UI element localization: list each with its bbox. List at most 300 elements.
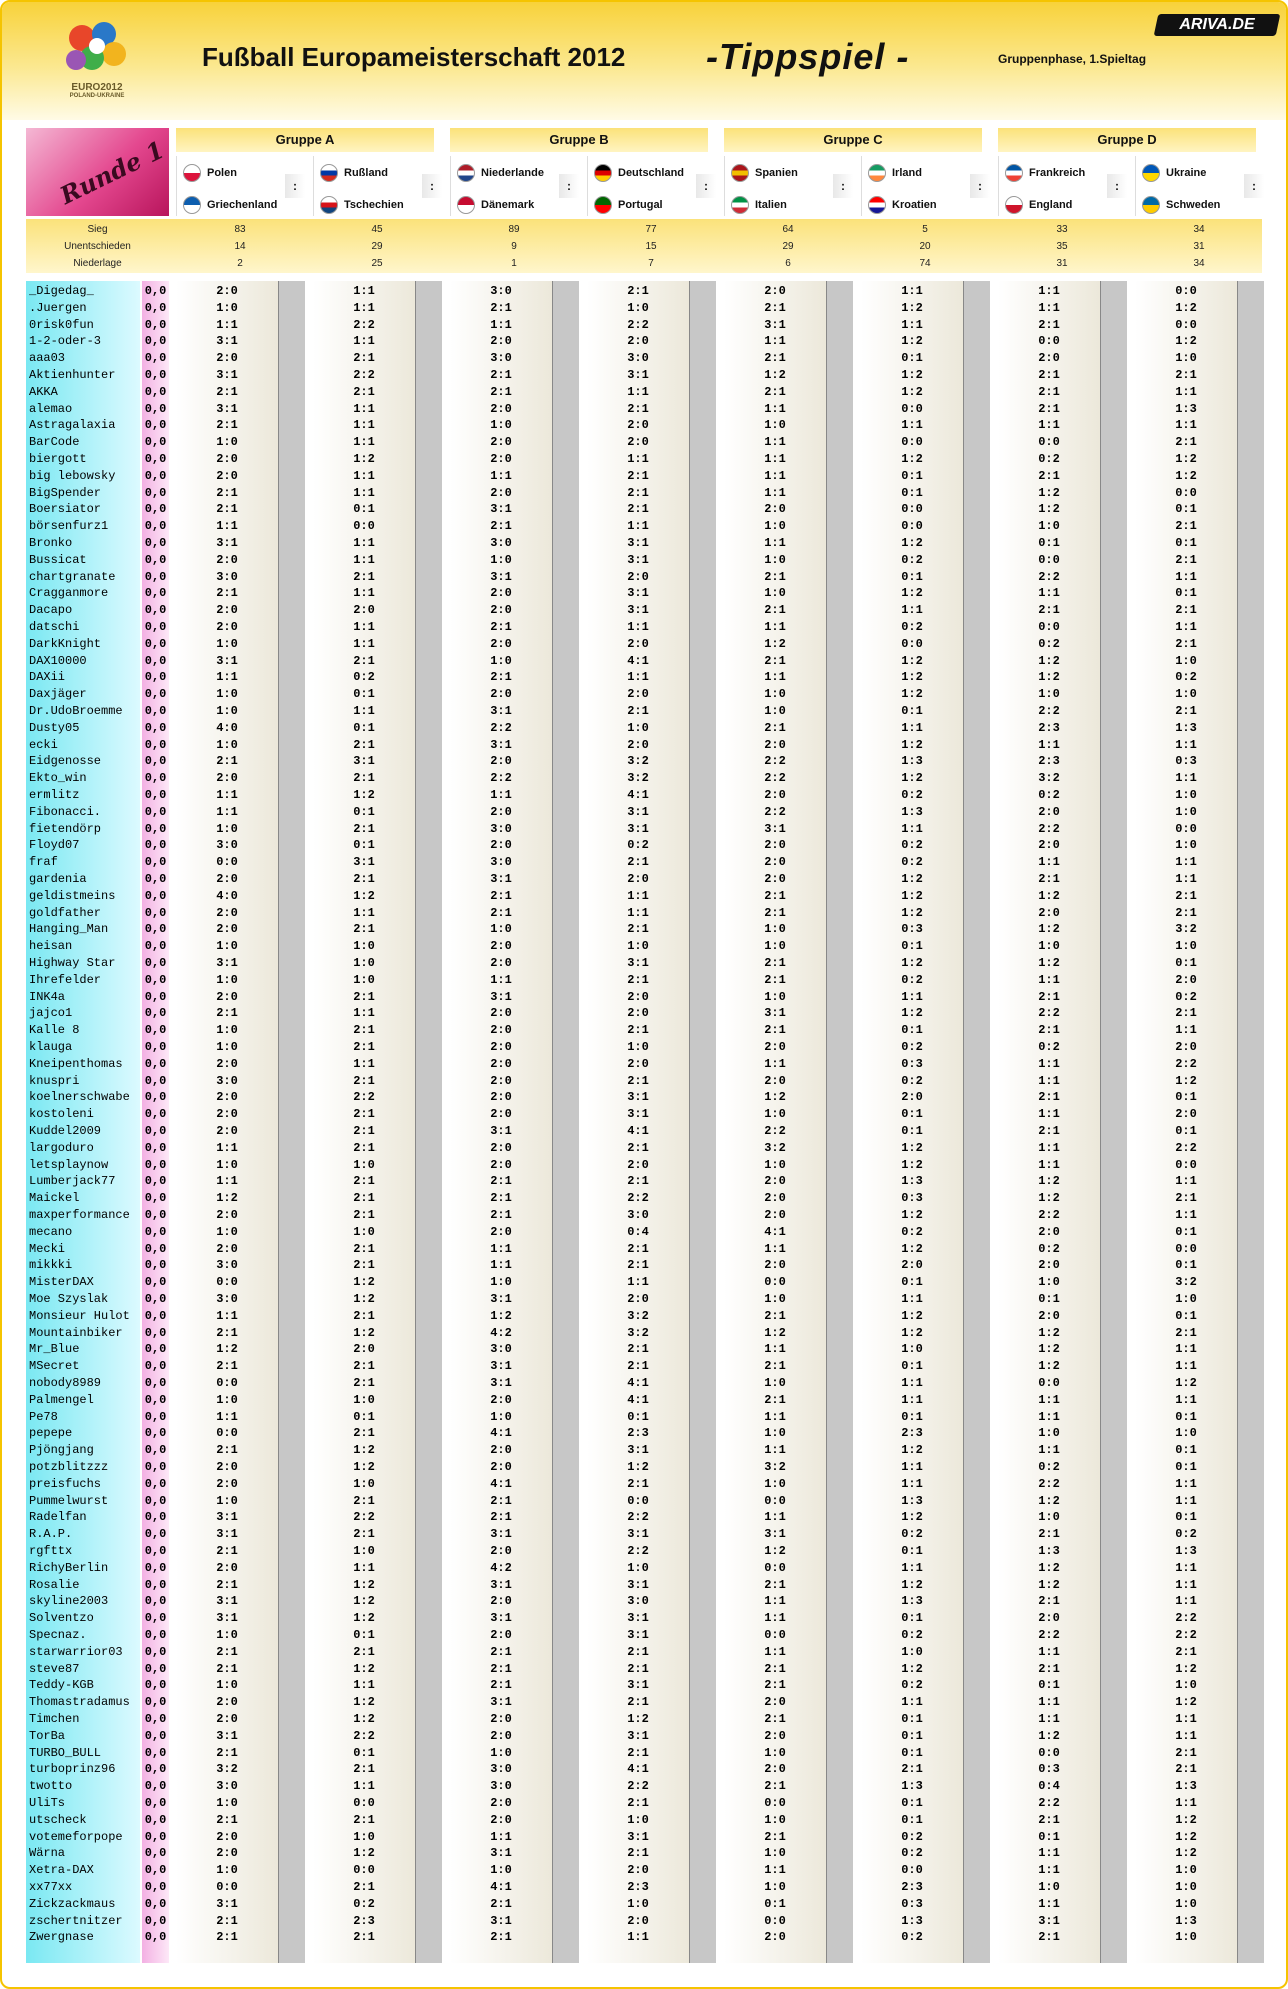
tip-score: 1:1 <box>490 1241 512 1256</box>
team-name <box>320 164 388 182</box>
tip-score: 0:1 <box>1038 1292 1060 1306</box>
tip-score: 2:2 <box>627 1779 649 1794</box>
tip-score: 4:1 <box>627 1376 649 1390</box>
tip-score: 1:1 <box>216 519 238 534</box>
tip-score: 0:2 <box>353 1896 375 1911</box>
player-points: 0,0 <box>144 1695 167 1710</box>
score-input[interactable]: : <box>696 174 716 198</box>
tip-score: 2:1 <box>1175 519 1197 534</box>
tip-score: 3:1 <box>216 653 238 668</box>
tip-score: 2:1 <box>764 603 786 618</box>
tip-score: 2:1 <box>1175 603 1197 618</box>
tip-score: 1:1 <box>1175 384 1197 399</box>
table-row <box>26 921 1262 938</box>
table-row <box>26 1291 1262 1308</box>
tip-score: 1:0 <box>353 956 375 970</box>
player-name: Xetra-DAX <box>29 1863 94 1878</box>
player-points: 0,0 <box>144 905 167 920</box>
stat-value: 20 <box>919 241 931 252</box>
tip-score: 2:0 <box>216 872 238 886</box>
score-input[interactable]: : <box>1244 174 1264 198</box>
tip-score: 2:1 <box>1038 603 1060 618</box>
tip-score: 1:0 <box>764 704 786 718</box>
tip-score: 1:1 <box>1038 1140 1060 1155</box>
player-points: 0,0 <box>144 334 167 349</box>
logo-line2: POLAND-UKRAINE <box>69 93 125 99</box>
tip-score: 1:1 <box>764 670 786 685</box>
tip-score: 2:1 <box>353 1644 375 1659</box>
team-label: Irland <box>892 167 922 179</box>
tip-score: 0:1 <box>353 502 375 517</box>
tip-score: 1:0 <box>764 1476 786 1491</box>
player-points: 0,0 <box>144 1308 167 1323</box>
stat-value: 1 <box>511 258 517 269</box>
table-row <box>26 938 1262 955</box>
tip-score: 3:1 <box>216 956 238 970</box>
tip-score: 2:1 <box>490 1191 512 1206</box>
score-input[interactable]: : <box>285 174 305 198</box>
player-points: 0,0 <box>144 468 167 483</box>
tip-score: 3:1 <box>216 1510 238 1525</box>
player-name: Pjöngjang <box>29 1443 94 1458</box>
tip-score: 1:0 <box>353 972 375 987</box>
spain-flag-icon <box>731 164 749 182</box>
tip-score: 0:0 <box>353 1796 375 1810</box>
table-row <box>26 1173 1262 1190</box>
tip-score: 2:1 <box>627 855 649 870</box>
tip-score: 0:1 <box>901 704 923 718</box>
tip-score: 2:1 <box>764 972 786 987</box>
tip-score: 0:0 <box>901 1863 923 1878</box>
tip-score: 1:1 <box>764 1342 786 1357</box>
tip-score: 1:2 <box>901 1006 923 1021</box>
tip-score: 0:1 <box>1175 586 1197 601</box>
tip-score: 2:0 <box>490 1628 512 1642</box>
table-row <box>26 737 1262 754</box>
tip-score: 0:1 <box>901 939 923 954</box>
player-name: Pummelwurst <box>29 1493 109 1508</box>
tip-score: 1:1 <box>1175 737 1197 752</box>
score-input[interactable]: : <box>970 174 990 198</box>
tip-score: 0:3 <box>901 1896 923 1911</box>
player-points: 0,0 <box>144 401 167 416</box>
tip-score: 2:0 <box>627 418 649 433</box>
tip-score: 2:1 <box>490 1644 512 1659</box>
tip-score: 2:1 <box>1038 1661 1060 1676</box>
tip-score: 2:1 <box>1175 1325 1197 1340</box>
tip-score: 1:1 <box>1038 1157 1060 1172</box>
tip-score: 1:0 <box>1175 838 1197 853</box>
team-label: Portugal <box>618 199 663 211</box>
table-row <box>26 1879 1262 1896</box>
tip-score: 1:3 <box>1175 401 1197 416</box>
player-points: 0,0 <box>144 1124 167 1138</box>
tip-score: 2:1 <box>216 1812 238 1827</box>
tip-score: 2:2 <box>1038 1208 1060 1222</box>
tip-score: 3:1 <box>627 586 649 601</box>
table-row <box>26 1745 1262 1762</box>
tip-score: 0:2 <box>901 1224 923 1239</box>
tip-score: 1:0 <box>216 1040 238 1054</box>
table-row <box>26 1896 1262 1913</box>
player-points: 0,0 <box>144 888 167 903</box>
table-row <box>26 1778 1262 1795</box>
tip-score: 2:1 <box>353 1930 375 1945</box>
stat-value: 33 <box>1056 224 1068 235</box>
tip-score: 1:2 <box>901 1157 923 1172</box>
player-name: Cragganmore <box>29 586 109 601</box>
tip-score: 1:1 <box>764 1863 786 1878</box>
tip-score: 2:0 <box>764 838 786 853</box>
tip-score: 3:2 <box>764 1140 786 1155</box>
player-name: twotto <box>29 1779 73 1794</box>
player-points: 0,0 <box>144 1560 167 1575</box>
table-row <box>26 1224 1262 1241</box>
tip-score: 0:1 <box>1038 1678 1060 1693</box>
tip-score: 2:1 <box>764 956 786 970</box>
player-points: 0,0 <box>144 284 167 298</box>
player-points: 0,0 <box>144 670 167 685</box>
tip-score: 1:2 <box>353 1325 375 1340</box>
tip-score: 2:0 <box>764 502 786 517</box>
tip-score: 1:0 <box>764 1745 786 1760</box>
tip-score: 2:0 <box>490 1023 512 1038</box>
tip-score: 1:1 <box>1175 1023 1197 1038</box>
stat-value: 34 <box>1193 258 1205 269</box>
tip-score: 3:1 <box>490 1577 512 1592</box>
tip-score: 1:1 <box>1175 1476 1197 1491</box>
tip-score: 1:2 <box>901 737 923 752</box>
tip-score: 2:1 <box>1038 401 1060 416</box>
tip-score: 0:1 <box>901 1023 923 1038</box>
tip-score: 2:1 <box>353 1880 375 1894</box>
tip-score: 1:0 <box>627 1896 649 1911</box>
player-name: pepepe <box>29 1426 73 1441</box>
tip-score: 2:0 <box>216 1476 238 1491</box>
player-points: 0,0 <box>144 1577 167 1592</box>
tip-score: 4:1 <box>764 1224 786 1239</box>
tip-score: 2:1 <box>216 1359 238 1374</box>
tip-score: 1:1 <box>1175 1577 1197 1592</box>
poland-flag-icon <box>183 164 201 182</box>
score-input[interactable]: : <box>833 174 853 198</box>
tip-score: 2:1 <box>1175 1006 1197 1021</box>
tip-score: 1:1 <box>353 704 375 718</box>
tip-score: 1:0 <box>216 1157 238 1172</box>
tip-score: 2:0 <box>764 1191 786 1206</box>
tip-score: 1:0 <box>216 300 238 315</box>
team-label: Ukraine <box>1166 167 1207 179</box>
group-c-header: Gruppe C <box>724 128 982 152</box>
tip-score: 4:1 <box>627 653 649 668</box>
tip-score: 1:1 <box>627 905 649 920</box>
tip-score: 2:0 <box>627 989 649 1004</box>
ariva-logo[interactable] <box>1154 14 1281 36</box>
tip-score: 3:1 <box>627 1611 649 1626</box>
tip-score: 1:0 <box>490 922 512 937</box>
tip-score: 1:1 <box>1038 1846 1060 1861</box>
table-row <box>26 300 1262 317</box>
tip-score: 2:1 <box>216 1930 238 1945</box>
table-row <box>26 720 1262 737</box>
tip-score: 2:0 <box>490 1796 512 1810</box>
tip-score: 2:1 <box>490 1493 512 1508</box>
player-name: steve87 <box>29 1661 80 1676</box>
tip-score: 1:1 <box>353 300 375 315</box>
tip-score: 2:0 <box>490 1594 512 1609</box>
player-points: 0,0 <box>144 1611 167 1626</box>
player-points: 0,0 <box>144 1342 167 1357</box>
player-name: Dusty05 <box>29 720 80 735</box>
tip-score: 1:0 <box>353 1476 375 1491</box>
tip-score: 1:0 <box>1175 351 1197 366</box>
tip-score: 0:3 <box>1175 754 1197 769</box>
tip-score: 2:0 <box>627 687 649 702</box>
tip-score: 1:1 <box>1038 1644 1060 1659</box>
tip-score: 1:2 <box>490 1308 512 1323</box>
tip-score: 3:1 <box>490 1292 512 1306</box>
player-name: Mountainbiker <box>29 1325 123 1340</box>
player-name: Ihrefelder <box>29 972 102 987</box>
score-input[interactable]: : <box>1107 174 1127 198</box>
stat-value: 45 <box>371 224 383 235</box>
table-row <box>26 1711 1262 1728</box>
player-name: MisterDAX <box>29 1275 94 1290</box>
tip-score: 1:2 <box>1038 1560 1060 1575</box>
player-points: 0,0 <box>144 636 167 651</box>
tip-score: 1:1 <box>901 821 923 836</box>
team-name <box>1005 164 1085 182</box>
tip-score: 0:1 <box>901 1611 923 1626</box>
group-d-header: Gruppe D <box>998 128 1256 152</box>
tip-score: 1:0 <box>216 1023 238 1038</box>
player-name: fraf <box>29 855 58 870</box>
tip-score: 2:1 <box>353 384 375 399</box>
tip-score: 1:1 <box>764 1443 786 1458</box>
tip-score: 1:3 <box>1175 720 1197 735</box>
tip-score: 3:1 <box>627 1577 649 1592</box>
tip-score: 2:3 <box>627 1426 649 1441</box>
player-points: 0,0 <box>144 1275 167 1290</box>
tip-score: 1:2 <box>1038 502 1060 517</box>
tip-score: 1:0 <box>216 1863 238 1878</box>
table-row <box>26 585 1262 602</box>
tip-score: 2:0 <box>216 1241 238 1256</box>
tip-score: 3:0 <box>490 284 512 298</box>
tip-score: 1:1 <box>353 620 375 634</box>
stat-value: 29 <box>371 241 383 252</box>
tip-score: 2:1 <box>627 1359 649 1374</box>
tip-score: 4:1 <box>627 1124 649 1138</box>
phase-subtitle: Gruppenphase, 1.Spieltag <box>998 52 1147 66</box>
tip-score: 2:1 <box>353 1493 375 1508</box>
tip-score: 1:0 <box>216 704 238 718</box>
tip-score: 2:0 <box>216 1560 238 1575</box>
table-row <box>26 888 1262 905</box>
tip-score: 1:0 <box>353 1392 375 1407</box>
tip-score: 1:0 <box>764 939 786 954</box>
tip-score: 1:0 <box>216 737 238 752</box>
tip-score: 3:0 <box>490 1779 512 1794</box>
tip-score: 2:1 <box>1175 1762 1197 1777</box>
table-row <box>26 1022 1262 1039</box>
player-name: Mr_Blue <box>29 1342 80 1357</box>
tip-score: 2:1 <box>216 418 238 433</box>
team-label: Spanien <box>755 167 798 179</box>
tip-score: 2:1 <box>490 670 512 685</box>
tip-score: 3:1 <box>627 804 649 819</box>
tip-score: 2:1 <box>1038 1023 1060 1038</box>
tip-score: 3:1 <box>627 1090 649 1105</box>
tip-score: 0:2 <box>901 1678 923 1693</box>
tip-score: 3:1 <box>627 1678 649 1693</box>
tip-score: 1:0 <box>764 989 786 1004</box>
tip-score: 1:0 <box>764 1157 786 1172</box>
tip-score: 1:2 <box>1175 334 1197 349</box>
tip-score: 2:0 <box>764 1728 786 1743</box>
score-input[interactable]: : <box>422 174 442 198</box>
player-name: Timchen <box>29 1712 80 1726</box>
tip-score: 2:1 <box>627 1661 649 1676</box>
tip-score: 1:1 <box>1038 855 1060 870</box>
stat-label-niederlage: Niederlage <box>73 258 122 269</box>
tip-score: 1:1 <box>353 284 375 298</box>
tip-score: 1:2 <box>901 653 923 668</box>
tip-score: 2:1 <box>1175 704 1197 718</box>
tip-score: 1:0 <box>901 1644 923 1659</box>
tip-score: 2:1 <box>627 1644 649 1659</box>
tip-score: 0:0 <box>764 1628 786 1642</box>
tip-score: 1:1 <box>1038 1392 1060 1407</box>
tip-score: 2:0 <box>216 620 238 634</box>
tip-score: 2:1 <box>490 1930 512 1945</box>
player-name: knuspri <box>29 1073 80 1088</box>
tip-score: 0:1 <box>1175 536 1197 550</box>
tip-score: 3:2 <box>627 1325 649 1340</box>
tip-score: 2:0 <box>627 334 649 349</box>
table-row <box>26 518 1262 535</box>
tip-score: 2:0 <box>216 284 238 298</box>
tip-score: 1:0 <box>1038 939 1060 954</box>
tip-score: 2:1 <box>627 1476 649 1491</box>
tip-score: 2:1 <box>764 569 786 584</box>
player-name: Kalle 8 <box>29 1023 80 1038</box>
tip-score: 2:1 <box>1038 384 1060 399</box>
player-name: skyline2003 <box>29 1594 109 1609</box>
tip-score: 2:0 <box>764 1040 786 1054</box>
table-row <box>26 569 1262 586</box>
table-row <box>26 1073 1262 1090</box>
tip-score: 2:1 <box>1175 435 1197 450</box>
tip-score: 3:1 <box>490 502 512 517</box>
tip-score: 0:1 <box>1175 1258 1197 1273</box>
tip-score: 3:2 <box>216 1762 238 1777</box>
tip-score: 1:2 <box>1175 300 1197 315</box>
player-points: 0,0 <box>144 1544 167 1558</box>
player-points: 0,0 <box>144 1023 167 1038</box>
player-points: 0,0 <box>144 687 167 702</box>
tip-score: 2:0 <box>490 1006 512 1021</box>
player-name: kostoleni <box>29 1107 94 1122</box>
group-a-header: Gruppe A <box>176 128 434 152</box>
tip-score: 1:1 <box>764 334 786 349</box>
tip-score: 1:0 <box>1175 1678 1197 1693</box>
tip-score: 2:1 <box>1038 1124 1060 1138</box>
tip-score: 2:0 <box>627 1157 649 1172</box>
tip-score: 2:2 <box>764 1124 786 1138</box>
tip-score: 1:0 <box>1175 804 1197 819</box>
ukraine-flag-icon <box>1142 164 1160 182</box>
player-points: 0,0 <box>144 989 167 1004</box>
tip-score: 2:0 <box>216 1695 238 1710</box>
tip-score: 3:1 <box>490 872 512 886</box>
table-row <box>26 1493 1262 1510</box>
tip-score: 2:0 <box>764 737 786 752</box>
tip-score: 0:0 <box>353 519 375 534</box>
player-points: 0,0 <box>144 1073 167 1088</box>
tip-score: 1:0 <box>1175 1880 1197 1894</box>
tip-score: 2:1 <box>353 1208 375 1222</box>
tip-score: 1:1 <box>353 1006 375 1021</box>
tip-score: 1:2 <box>764 1325 786 1340</box>
tip-score: 1:1 <box>901 284 923 298</box>
player-points: 0,0 <box>144 1510 167 1525</box>
tip-score: 1:2 <box>353 1577 375 1592</box>
match-header <box>587 156 716 216</box>
tip-score: 0:2 <box>1038 452 1060 466</box>
tip-score: 1:0 <box>353 1544 375 1558</box>
tip-score: 3:1 <box>216 1611 238 1626</box>
tip-score: 4:0 <box>216 720 238 735</box>
tip-score: 2:2 <box>353 368 375 382</box>
tip-score: 1:2 <box>1038 670 1060 685</box>
player-name: klauga <box>29 1040 73 1054</box>
tip-score: 0:3 <box>901 1056 923 1071</box>
tip-score: 2:2 <box>764 804 786 819</box>
player-name: geldistmeins <box>29 888 116 903</box>
table-row <box>26 1761 1262 1778</box>
tip-score: 2:0 <box>490 1056 512 1071</box>
player-points: 0,0 <box>144 1241 167 1256</box>
tip-score: 1:0 <box>216 1796 238 1810</box>
tip-score: 2:1 <box>764 1392 786 1407</box>
tip-score: 0:1 <box>353 1628 375 1642</box>
tip-score: 2:0 <box>490 401 512 416</box>
tip-score: 2:0 <box>490 452 512 466</box>
player-name: Bussicat <box>29 552 87 567</box>
team-label: Frankreich <box>1029 167 1086 179</box>
tip-score: 1:1 <box>627 519 649 534</box>
player-points: 0,0 <box>144 1678 167 1693</box>
tip-score: 0:0 <box>216 1376 238 1390</box>
tip-score: 1:2 <box>1038 653 1060 668</box>
tip-score: 1:0 <box>1038 519 1060 534</box>
table-row <box>26 1812 1262 1829</box>
tip-score: 1:0 <box>216 1224 238 1239</box>
score-input[interactable]: : <box>559 174 579 198</box>
tip-score: 3:1 <box>627 1107 649 1122</box>
player-name: letsplaynow <box>29 1157 109 1172</box>
tip-score: 1:2 <box>1175 1846 1197 1861</box>
tip-score: 1:2 <box>1038 922 1060 937</box>
match-header <box>176 156 305 216</box>
player-points: 0,0 <box>144 1846 167 1861</box>
tip-score: 1:1 <box>901 418 923 433</box>
tip-score: 0:2 <box>901 552 923 567</box>
tip-score: 2:1 <box>1175 636 1197 651</box>
tip-score: 3:0 <box>216 1073 238 1088</box>
tip-score: 1:0 <box>1175 1930 1197 1945</box>
